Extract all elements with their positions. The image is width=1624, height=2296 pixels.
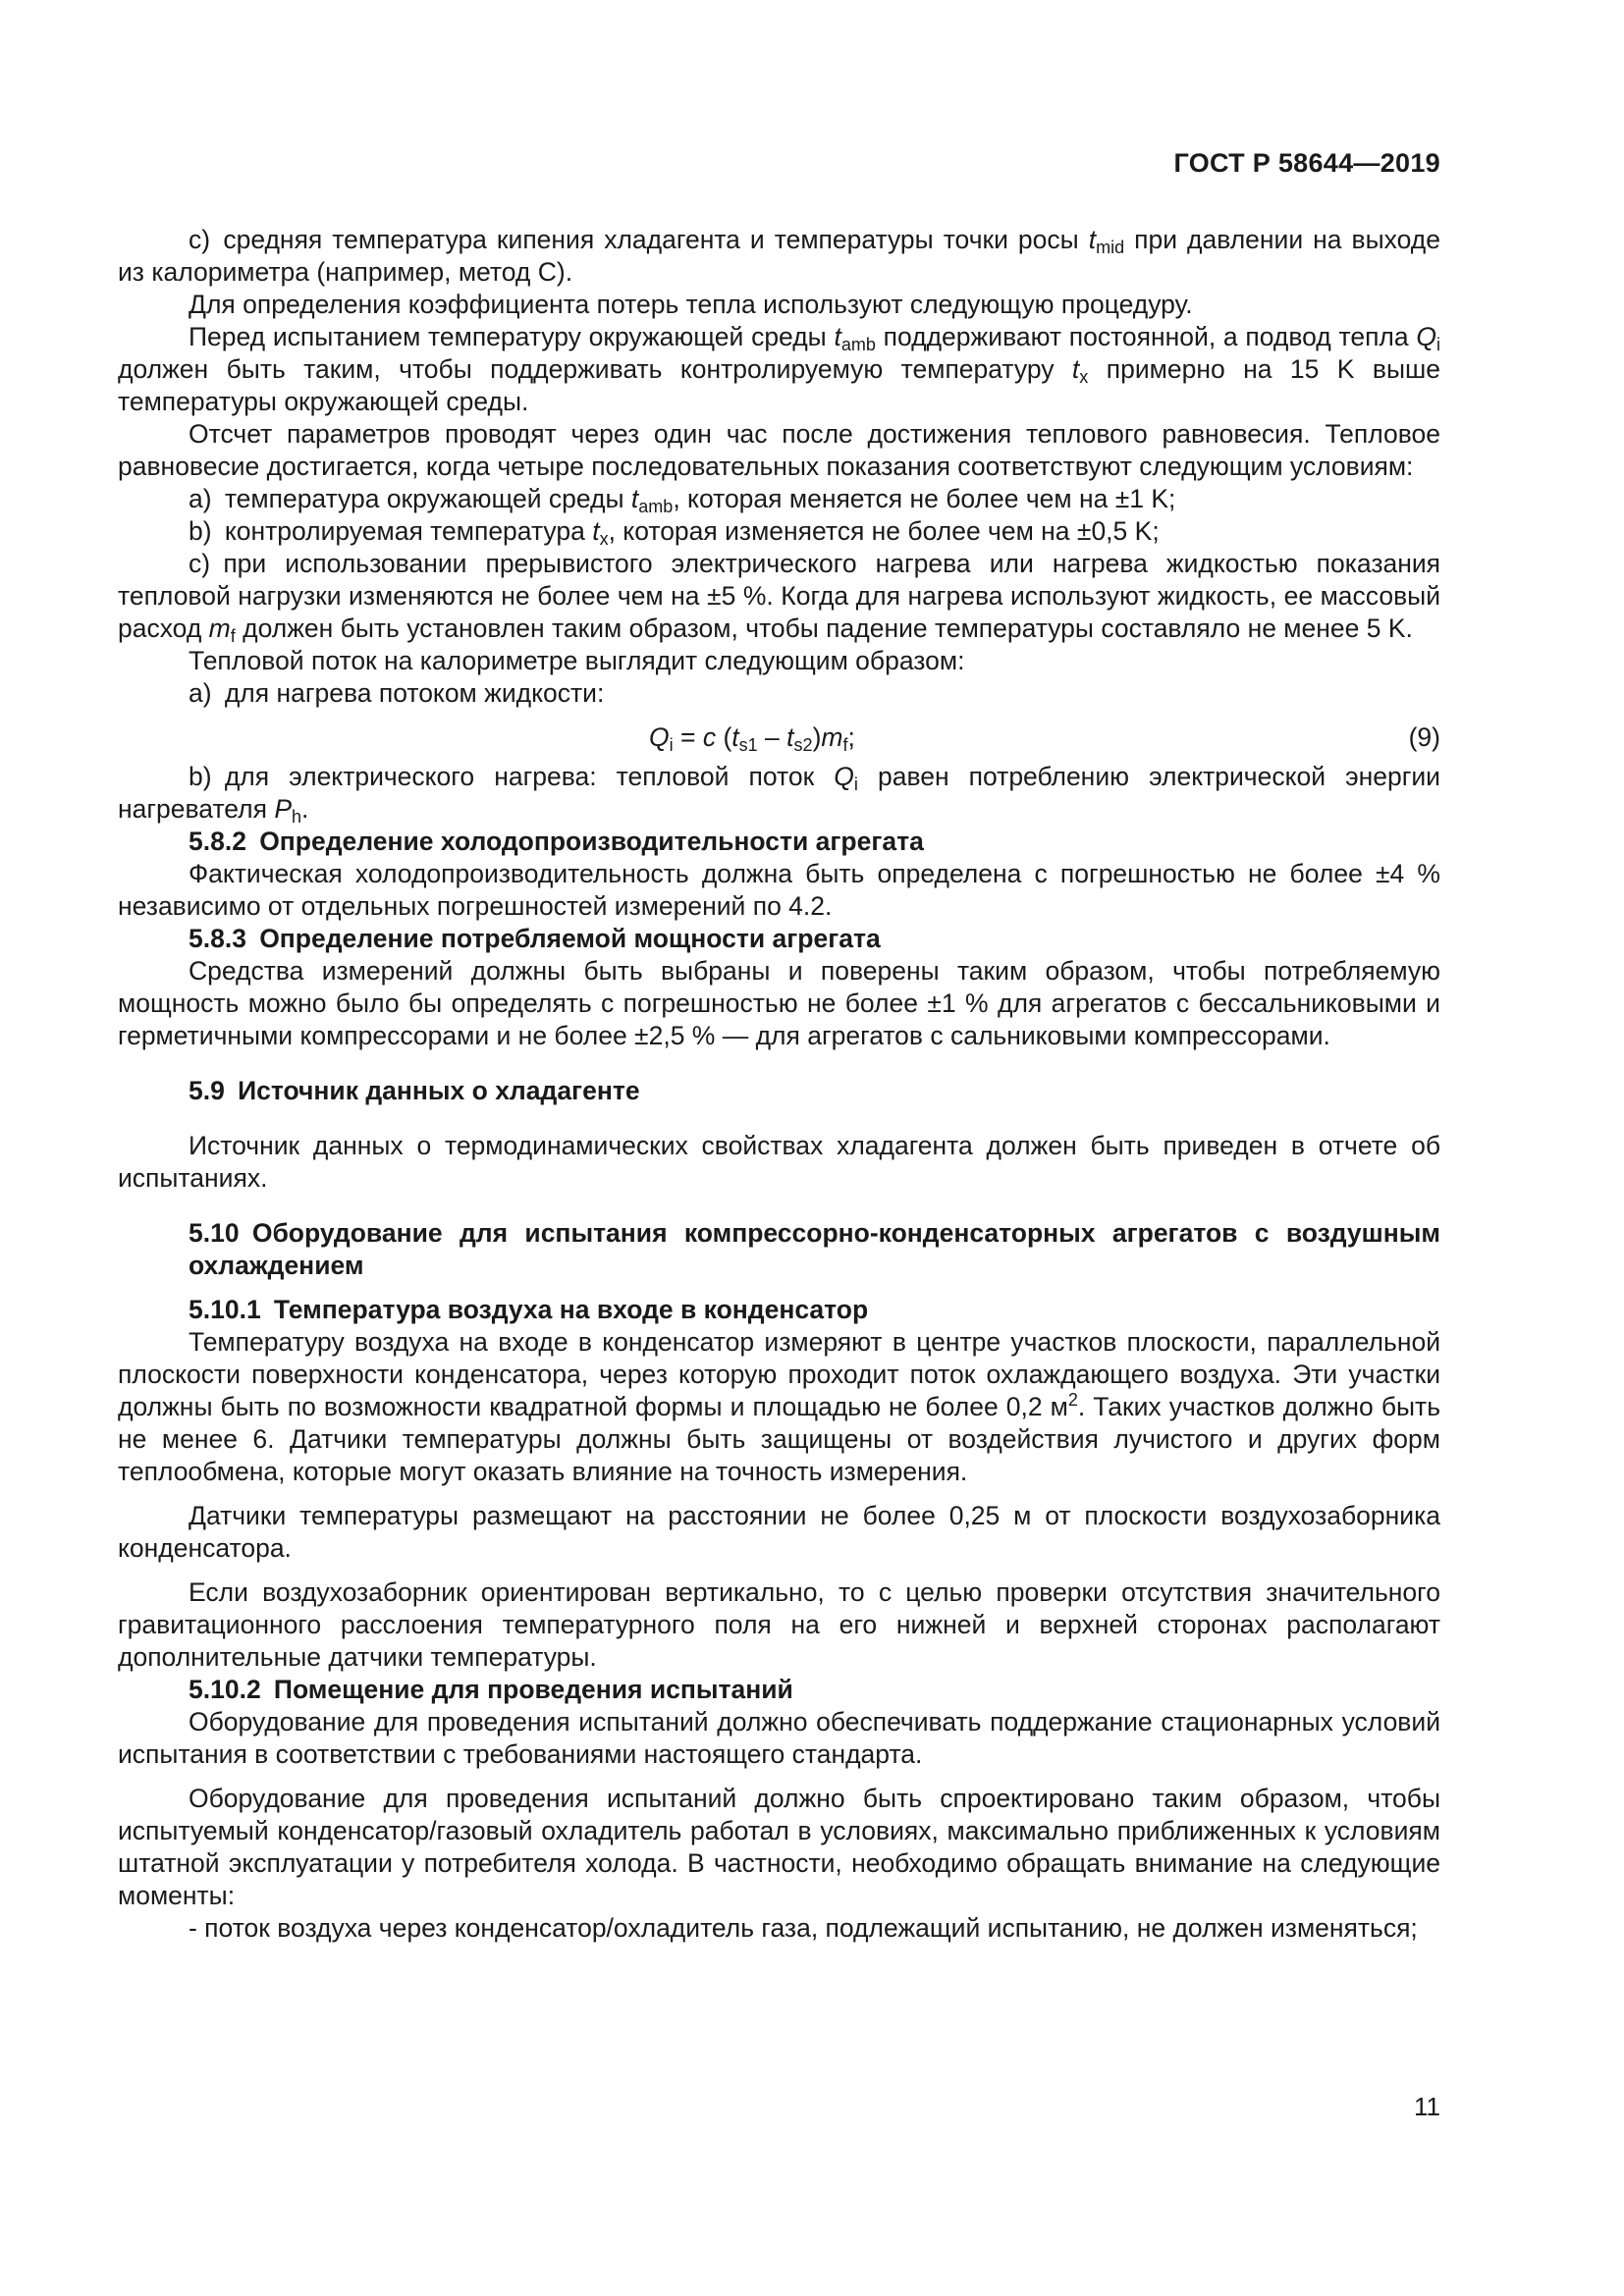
- operator: ): [812, 722, 822, 752]
- operator: –: [757, 722, 787, 752]
- heading-5-9: 5.9 Источник данных о хладагенте: [189, 1076, 640, 1105]
- subscript: h: [292, 807, 302, 828]
- subscript: i: [669, 735, 674, 756]
- variable: Q: [1416, 322, 1436, 351]
- variable: t: [1071, 354, 1080, 384]
- text-fragment: c) средняя температура кипения хладагента и температуры точки росы: [189, 225, 1089, 254]
- text-fragment: примерно на 15 K выше температуры окружающей среды.: [118, 354, 1440, 416]
- heading-5-10-1: 5.10.1 Температура воздуха на входе в конденсатор: [189, 1295, 869, 1324]
- superscript: 2: [1067, 1390, 1078, 1411]
- paragraph-procedure-intro: Для определения коэффициента потерь тепла используют следующую процедуру.: [189, 290, 1193, 319]
- heading-5-10: 5.10 Оборудование для испытания компрессорно-конденсаторных агрегатов с воздушным охлаждением: [189, 1218, 1440, 1280]
- text-fragment: при давлении на выходе из калориметра (например, метод C).: [118, 225, 1440, 287]
- text-fragment: Температуру воздуха на входе в конденсатор измеряют в центре участков плоскости, параллельной плоскости поверхности конденсатора, через которую проходит поток охлаждающего воздуха. Эти участки должны быть по возможности квадратной формы и площадью не более 0,2 м: [118, 1327, 1440, 1421]
- subscript: i: [1436, 335, 1441, 355]
- subscript: f: [230, 626, 236, 647]
- paragraph-cooling-capacity: Фактическая холодопроизводительность должна быть определена с погрешностью не более ±4 % независимо от отдельных погрешностей измерений по 4.2.: [118, 859, 1440, 921]
- subscript: i: [853, 774, 858, 795]
- variable: P: [274, 794, 293, 824]
- text-fragment: Перед испытанием температуру окружающей среды: [189, 322, 835, 351]
- list-item-c-dew-point: [118, 224, 1440, 289]
- equation-9: [118, 716, 1440, 761]
- subscript: amb: [638, 497, 674, 517]
- list-item-b-electric-heating: [118, 761, 1440, 826]
- paragraph-air-inlet-temperature: [118, 1326, 1440, 1488]
- heading-5-8-3: 5.8.3 Определение потребляемой мощности агрегата: [189, 924, 881, 953]
- variable: m: [821, 722, 843, 752]
- paragraph-refrigerant-data: Источник данных о термодинамических свойствах хладагента должен быть приведен в отчете об испытаниях.: [118, 1131, 1440, 1193]
- subscript: x: [1079, 367, 1089, 388]
- text-fragment: c) при использовании прерывистого электрического нагрева или нагрева жидкостью показания тепловой нагрузки изменяются не более чем на ±5 %. Когда для нагрева используют жидкость, ее массовый расход: [118, 549, 1440, 643]
- list-item-c-heating: [118, 548, 1440, 645]
- text-fragment: , которая изменяется не более чем на ±0,5 K;: [608, 516, 1160, 546]
- equation-number: (9): [1408, 722, 1440, 752]
- operator: =: [673, 722, 703, 752]
- variable: t: [630, 484, 639, 513]
- text-fragment: поддерживают постоянной, а подвод тепла: [875, 322, 1417, 351]
- variable: t: [834, 322, 841, 351]
- heading-5-10-2: 5.10.2 Помещение для проведения испытаний: [189, 1675, 793, 1704]
- variable: Q: [649, 722, 670, 752]
- subscript: s1: [738, 735, 758, 756]
- operator: (: [716, 722, 732, 752]
- text-fragment: , которая меняется не более чем на ±1 K;: [673, 484, 1176, 513]
- paragraph-power-consumption: Средства измерений должны быть выбраны и поверены таким образом, чтобы потребляемую мощность можно было бы определять с погрешностью не более ±1 % для агрегатов с бессальниковыми и герметичными компрессорами и не более ±2,5 % — для агрегатов с сальниковыми компрессорами.: [118, 956, 1440, 1050]
- paragraph-heat-flow: Тепловой поток на калориметре выглядит следующим образом:: [189, 646, 965, 675]
- text-fragment: b) для электрического нагрева: тепловой поток: [189, 762, 835, 791]
- list-item-a-fluid-heating: a) для нагрева потоком жидкости:: [189, 678, 605, 708]
- equation-formula: [649, 721, 855, 754]
- subscript: f: [842, 735, 848, 756]
- text-fragment: .: [301, 794, 309, 824]
- list-item-a-ambient: [118, 483, 1440, 515]
- subscript: x: [599, 529, 609, 550]
- text-fragment: b) контролируемая температура: [189, 516, 593, 546]
- variable: t: [731, 722, 739, 752]
- paragraph-test-equipment-design: Оборудование для проведения испытаний должно быть спроектировано таким образом, чтобы испытуемый конденсатор/газовый охладитель работал в условиях, максимально приближенных к условиям штатной эксплуатации у потребителя холода. В частности, необходимо обращать внимание на следующие моменты:: [118, 1784, 1440, 1910]
- paragraph-sensor-placement: Датчики температуры размещают на расстоянии не более 0,25 м от плоскости воздухозаборника конденсатора.: [118, 1501, 1440, 1563]
- subscript: amb: [840, 335, 876, 355]
- heading-5-8-2: 5.8.2 Определение холодопроизводительности агрегата: [189, 827, 924, 856]
- variable: t: [1088, 225, 1097, 254]
- list-item-airflow: - поток воздуха через конденсатор/охладитель газа, подлежащий испытанию, не должен изменяться;: [189, 1913, 1418, 1943]
- subscript: s2: [793, 735, 813, 756]
- paragraph-vertical-intake: Если воздухозаборник ориентирован вертикально, то с целью проверки отсутствия значительного гравитационного расслоения температурного поля на его нижней и верхней сторонах располагают дополнительные датчики температуры.: [118, 1577, 1440, 1672]
- paragraph-test-room: Оборудование для проведения испытаний должно обеспечивать поддержание стационарных условий испытания в соответствии с требованиями настоящего стандарта.: [118, 1707, 1440, 1769]
- text-fragment: должен быть установлен таким образом, чтобы падение температуры составляло не менее 5 K.: [235, 614, 1413, 643]
- document-code-header: ГОСТ Р 58644—2019: [1173, 148, 1440, 178]
- subscript: mid: [1096, 238, 1125, 258]
- text-fragment: должен быть таким, чтобы поддерживать контролируемую температуру: [118, 354, 1072, 384]
- variable: c: [702, 722, 717, 752]
- paragraph-thermal-equilibrium: Отсчет параметров проводят через один час после достижения теплового равновесия. Тепловое равновесие достигается, когда четыре последовательных показания соответствуют следующим условиям:: [118, 419, 1440, 481]
- page-number: 11: [1414, 2092, 1440, 2121]
- text-fragment: . Таких участков должно быть не менее 6. Датчики температуры должны быть защищены от воздействия лучистого и других форм теплообмена, которые могут оказать влияние на точность измерения.: [118, 1392, 1441, 1486]
- text-fragment: a) температура окружающей среды: [189, 484, 631, 513]
- text-fragment: равен потреблению электрической энергии нагревателя: [118, 762, 1440, 824]
- paragraph-ambient-temperature: [118, 321, 1440, 418]
- operator: ;: [847, 722, 855, 752]
- variable: t: [592, 516, 600, 546]
- list-item-b-controlled: [118, 515, 1440, 548]
- variable: m: [208, 614, 231, 643]
- variable: t: [786, 722, 794, 752]
- document-body: [118, 224, 1440, 1945]
- variable: Q: [834, 762, 854, 791]
